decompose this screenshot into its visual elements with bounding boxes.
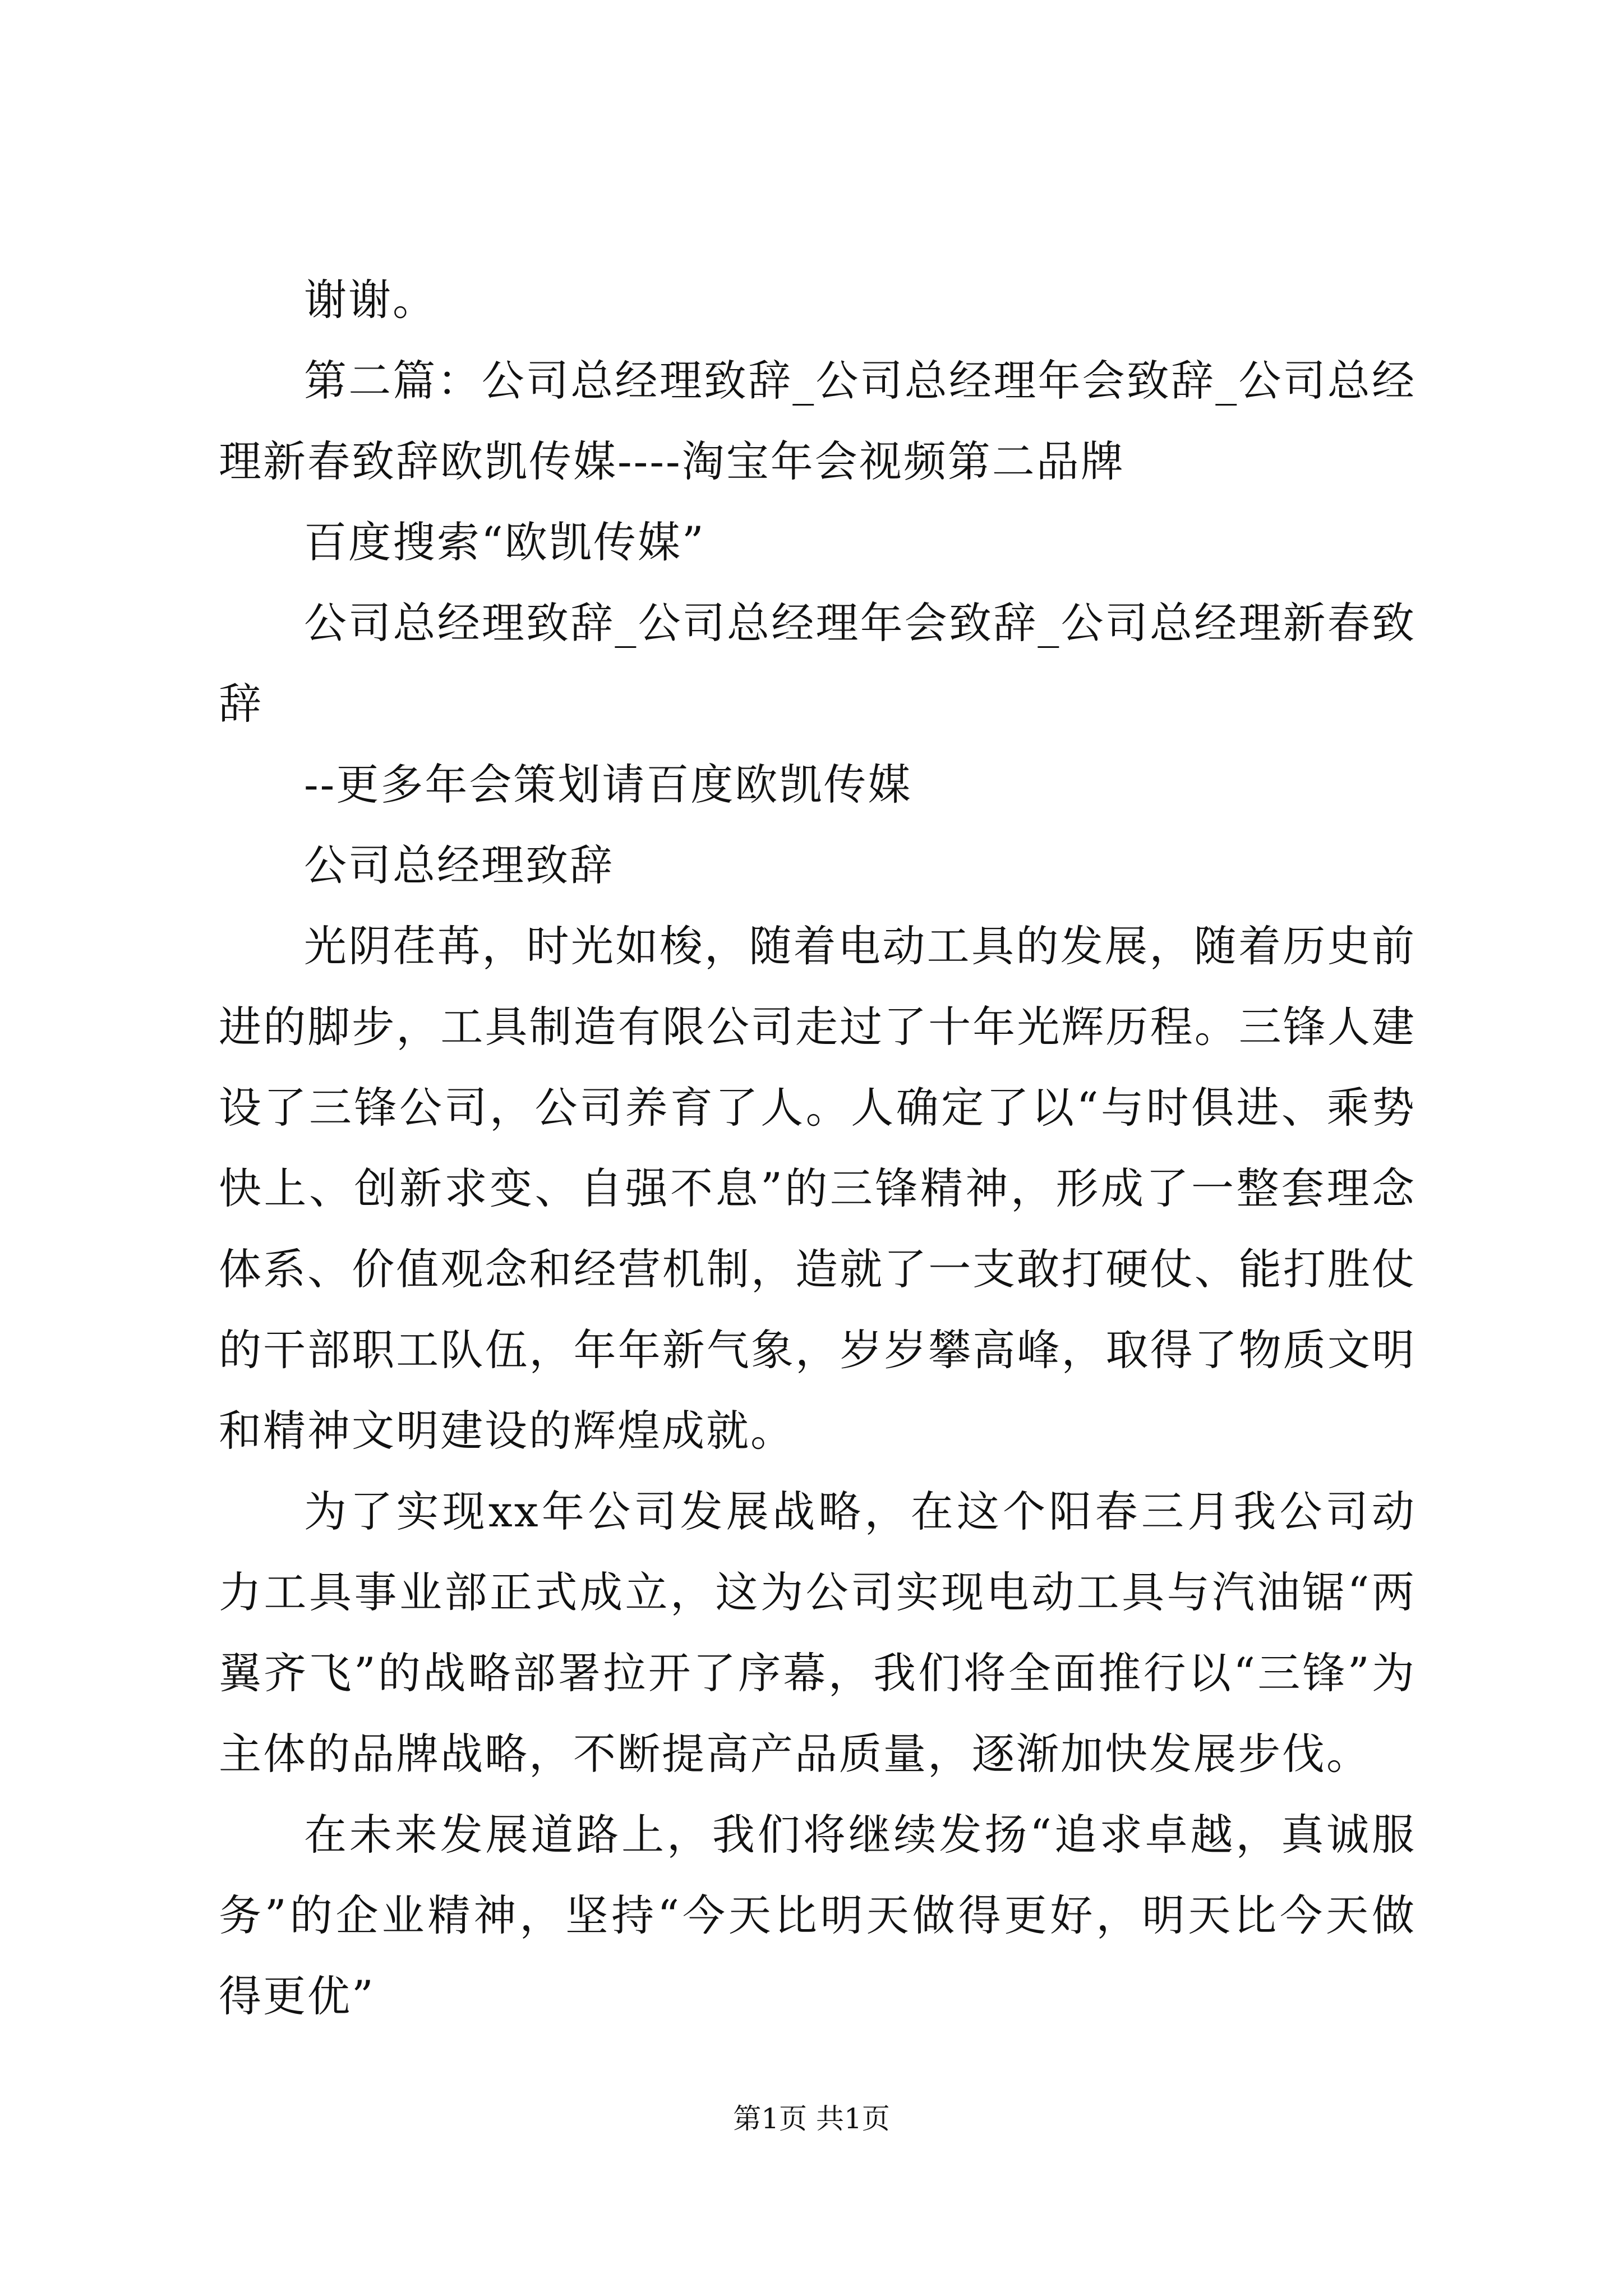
paragraph-section-heading: 第二篇：公司总经理致辞_公司总经理年会致辞_公司总经理新春致辞欧凯传媒----淘宝年会视频第二品牌	[219, 356, 1416, 486]
paragraph-thanks: 谢谢。	[304, 275, 437, 325]
paragraph-body-1: 光阴荏苒，时光如梭，随着电动工具的发展，随着历史前进的脚步，工具制造有限公司走过了十年光辉历程。三锋人建设了三锋公司，公司养育了人。人确定了以“与时俱进、乘势快上、创新求变、自强不息”的三锋精神，形成了一整套理念体系、价值观念和经营机制，造就了一支敢打硬仗、能打胜仗的干部职工队伍，年年新气象，岁岁攀高峰，取得了物质文明和精神文明建设的辉煌成就。	[219, 921, 1416, 1456]
document-body	[219, 260, 1416, 2037]
paragraph-body-3: 在未来发展道路上，我们将继续发扬“追求卓越，真诚服务”的企业精神，坚持“今天比明天做得更好，明天比今天做得更优”	[219, 1810, 1416, 2021]
page-footer: 第1页 共1页	[733, 2102, 890, 2135]
paragraph-speech-title: 公司总经理致辞	[304, 840, 614, 890]
paragraph-more-info: --更多年会策划请百度欧凯传媒	[304, 760, 912, 809]
paragraph-search-hint: 百度搜索“欧凯传媒”	[304, 517, 706, 567]
paragraph-title-repeat: 公司总经理致辞_公司总经理年会致辞_公司总经理新春致辞	[219, 598, 1416, 729]
paragraph-body-2: 为了实现xx年公司发展战略，在这个阳春三月我公司动力工具事业部正式成立，这为公司实现电动工具与汽油锯“两翼齐飞”的战略部署拉开了序幕，我们将全面推行以“三锋”为主体的品牌战略，不断提高产品质量，逐渐加快发展步伐。	[219, 1487, 1416, 1779]
